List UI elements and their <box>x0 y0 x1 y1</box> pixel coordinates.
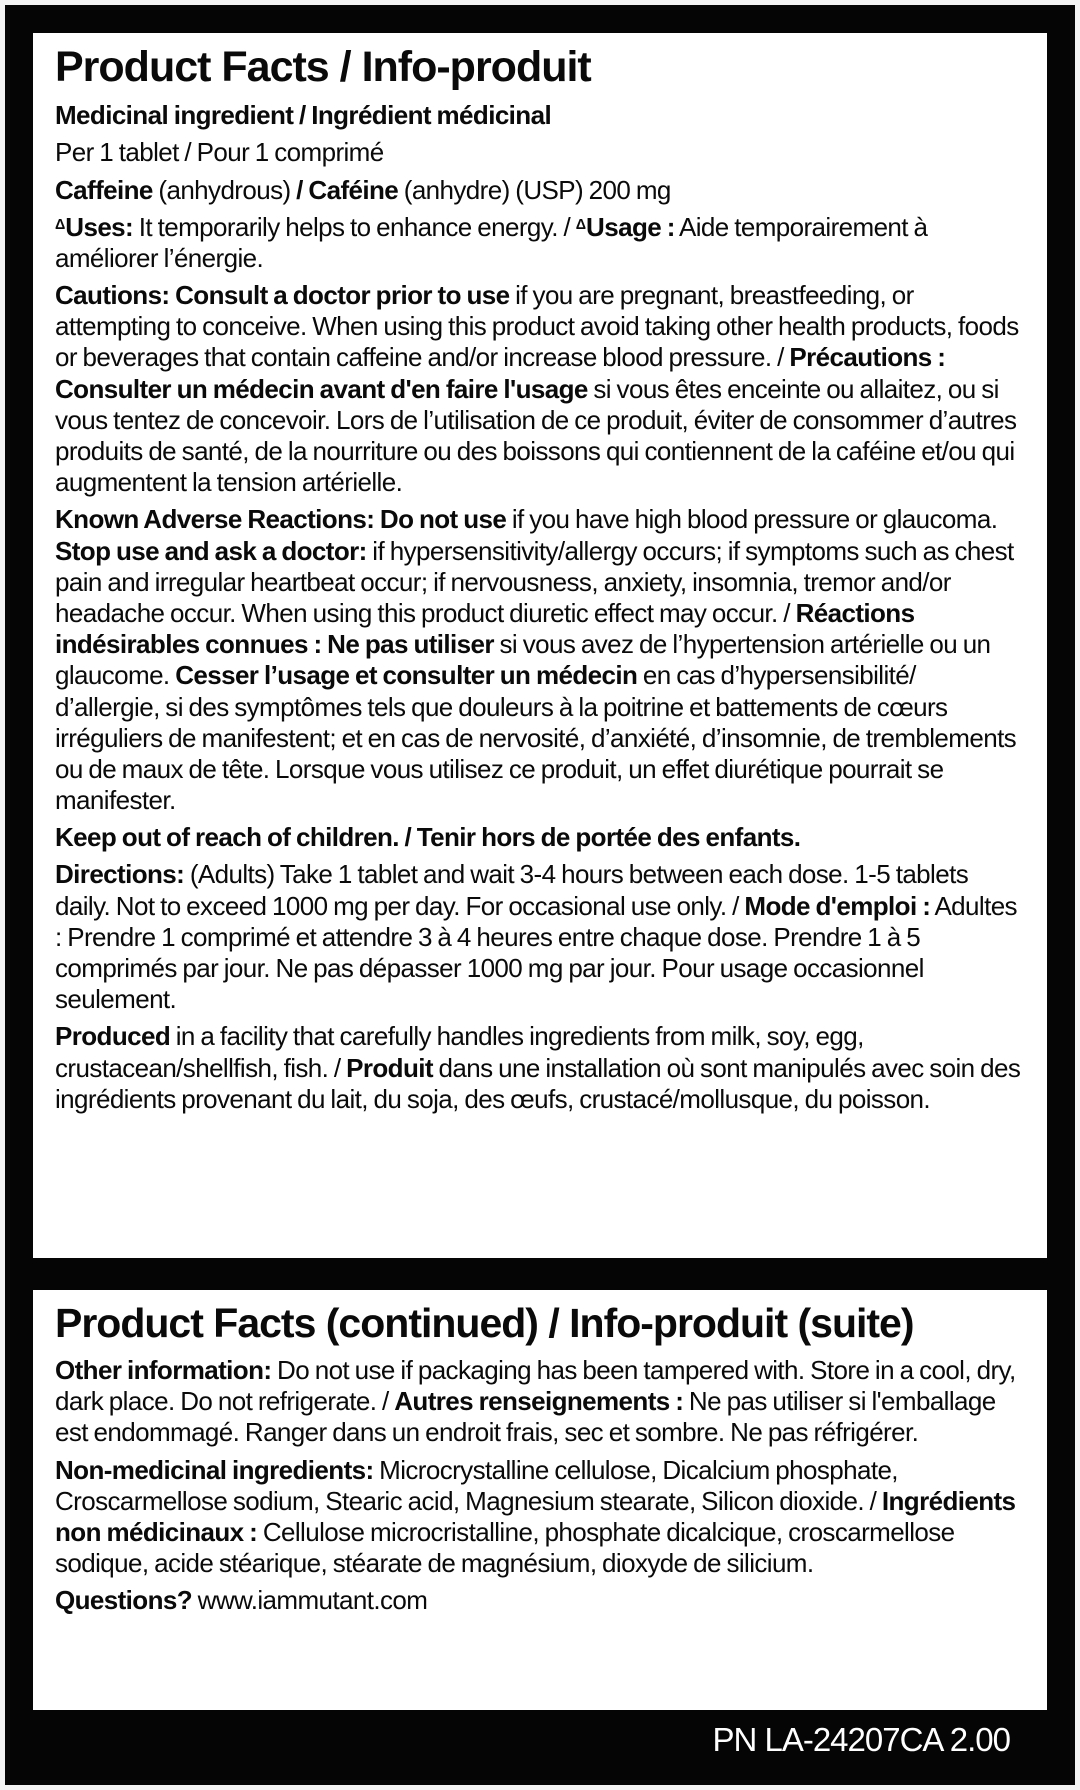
text-run: Caffeine <box>55 174 153 205</box>
text-run: Δ <box>55 216 66 233</box>
product-facts-continued-title: Product Facts (continued) / Info-produit (suite) <box>55 1300 914 1346</box>
text-run: Uses: <box>65 211 134 242</box>
text-run: Cautions: Consult a doctor prior to use <box>55 280 510 311</box>
cautions-paragraph <box>55 280 1023 498</box>
text-run: Cesser l’usage et consulter un médecin <box>175 660 638 691</box>
text-run: / Caféine <box>296 174 399 205</box>
text-run: Ne pas utiliser si l'emballage est endommagé. Ranger dans un endroit frais, sec et sombre. Ne pas réfrigérer. <box>55 1386 996 1448</box>
text-run: if you are pregnant, breastfeeding, or attempting to conceive. When using this product avoid taking other health products, foods or beverages that contain caffeine and/or increase blood pressure. / <box>55 280 1019 373</box>
product-facts-title: Product Facts / Info-produit <box>55 43 591 91</box>
text-run: It temporarily helps to enhance energy. / <box>133 211 576 242</box>
product-facts-continued-panel <box>33 1290 1047 1710</box>
uses-paragraph <box>55 212 1023 274</box>
text-run: www.iammutant.com <box>192 1585 428 1616</box>
text-run: Non-medicinal ingredients: <box>55 1454 374 1485</box>
text-run: in a facility that carefully handles ingredients from milk, soy, egg, crustacean/shellfish, fish. / <box>55 1021 864 1083</box>
per-tablet-line <box>55 137 1023 168</box>
other-information-paragraph <box>55 1355 1023 1449</box>
text-run: Stop use and ask a doctor: <box>55 535 367 566</box>
text-run: (Adults) Take 1 tablet and wait 3-4 hours between each dose. 1-5 tablets daily. Not to exceed 1000 mg per day. For occasional use only. / <box>55 859 969 921</box>
text-run: Mode d'emploi : <box>744 890 931 921</box>
produced-paragraph <box>55 1021 1023 1115</box>
text-run: Précautions : Consulter un médecin avant d'en faire l'usage <box>55 342 946 404</box>
non-medicinal-ingredients-paragraph <box>55 1455 1023 1580</box>
text-run: Cellulose microcristalline, phosphate dicalcique, croscarmellose sodique, acide stéarique, stéarate de magnésium, dioxyde de silicium. <box>55 1516 955 1579</box>
questions-line <box>55 1585 1023 1616</box>
part-number: PN LA-24207CA 2.00 <box>712 1721 1010 1758</box>
text-run: si vous êtes enceinte ou allaitez, ou si vous tentez de concevoir. Lors de l’utilisation de ce produit, éviter de consommer d’autres produits de santé, de la nourriture ou des boissons qui contiennent de la caféine et/ou qui augmentent la tension artérielle. <box>55 373 1017 498</box>
text-run: en cas d’hypersensibilité/ d’allergie, si des symptômes tels que douleurs à la poitrine et battements de cœurs irréguliers de manifestent; et en cas de nervosité, d’anxiété, d’insomnie, de tremblements ou de maux de tête. Lorsque vous utilisez ce produit, un effet diurétique pourrait se manifester. <box>55 660 1017 816</box>
text-run: Keep out of reach of children. / Tenir hors de portée des enfants. <box>55 822 801 853</box>
text-run: Microcrystalline cellulose, Dicalcium phosphate, Croscarmellose sodium, Stearic acid, Magnesium stearate, Silicon dioxide. / <box>55 1454 898 1516</box>
text-run: Aide temporairement à améliorer l’énergie. <box>55 211 928 273</box>
text-run: Medicinal ingredient / Ingrédient médicinal <box>55 100 552 131</box>
text-run: if you have high blood pressure or glaucoma. <box>506 504 998 535</box>
text-run: Δ <box>575 216 587 233</box>
keep-out-of-reach-line <box>55 822 1023 853</box>
medicinal-ingredient-heading <box>55 100 1023 131</box>
product-facts-panel <box>33 33 1047 1258</box>
text-run: Do not use if packaging has been tampered with. Store in a cool, dry, dark place. Do not refrigerate. / <box>55 1355 1016 1417</box>
text-run: Per 1 tablet / Pour 1 comprimé <box>55 137 384 168</box>
text-run: si vous avez de l’hypertension artérielle ou un glaucome. <box>55 629 991 691</box>
text-run: Réactions indésirables connues : Ne pas utiliser <box>55 597 915 660</box>
text-run: Ingrédients non médicinaux : <box>55 1485 1016 1547</box>
text-run: Produced <box>55 1021 171 1052</box>
text-run: dans une installation où sont manipulés avec soin des ingrédients provenant du lait, du soja, des œufs, crustacé/mollusque, du poisson. <box>55 1052 1021 1114</box>
text-run: Adultes : Prendre 1 comprimé et attendre 3 à 4 heures entre chaque dose. Prendre 1 à 5 comprimés par jour. Ne pas dépasser 1000 mg par jour. Pour usage occasionnel seulement. <box>55 890 1017 1015</box>
caffeine-line <box>55 175 1023 206</box>
text-run: if hypersensitivity/allergy occurs; if symptoms such as chest pain and irregular heartbeat occur; if nervousness, anxiety, insomnia, tremor and/or headache occur. When using this product diuretic effect may occur. / <box>55 535 1014 628</box>
text-run: (anhydrous) <box>152 174 297 205</box>
text-run: (anhydre) (USP) 200 mg <box>398 174 671 205</box>
text-run: Produit <box>346 1052 433 1083</box>
text-run: Known Adverse Reactions: Do not use <box>55 504 507 535</box>
text-run: Usage : <box>586 211 675 242</box>
adverse-reactions-paragraph <box>55 504 1023 816</box>
text-run: Questions? <box>55 1585 193 1616</box>
directions-paragraph <box>55 859 1023 1015</box>
text-run: Autres renseignements : <box>394 1386 684 1417</box>
text-run: Directions: <box>55 859 185 890</box>
text-run: Other information: <box>55 1355 272 1386</box>
